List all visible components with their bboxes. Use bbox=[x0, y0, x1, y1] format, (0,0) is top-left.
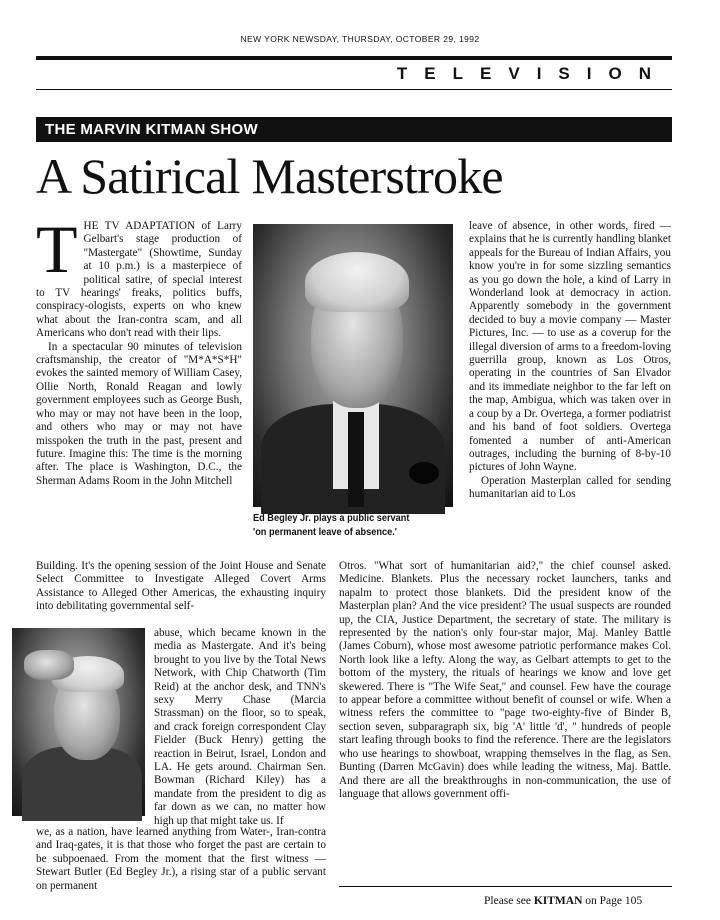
james-coburn-photo bbox=[12, 628, 145, 816]
photo-saluting-hand bbox=[24, 650, 74, 680]
dateline: NEW YORK NEWSDAY, THURSDAY, OCTOBER 29, 1992 bbox=[240, 34, 480, 44]
paragraph-humanitarian: Otros. "What sort of humanitarian aid?," the chief counsel asked. Medicine. Blankets. Plus the necessary rocket launchers, tanks and napalm to protect those blankets. Did the president know of the Masterplan plan? And the vice president? The usual suspects are rounded up, the CIA, Justice Department, the secretary of state. The military is represented by the nation's only four-star major, Maj. Manley Battle (James Coburn), whose most awesome patriotic performance makes Col. North look like a lefty. Along the way, as Gelbart attempts to get to the bottom of the mystery, the rituals of hearings we know and love get skewered. There is "The Wife Seat," and counsel. Few have the courage to appear before a committee without benefit of counsel or wife. When a witness refers the committee to "page two-eighty-five of Binder B, section seven, subparagraph six, big 'A' little 'd', " hundreds of people start leafing through books to find the reference. There are the legislators who use hearings to showboat, wrapping themselves in the flag, as Sen. Bunting (Darren McGavin) does while leading the witness, Maj. Battle. And there are all the breakthroughs in non-communication, the use of language that allows government offi- bbox=[339, 560, 671, 800]
paragraph-intro: HE TV ADAPTATION of Larry Gelbart's stage production of "Mastergate" (Showtime, Sunday at 10 p.m.) is a masterpiece of political satire, of special interest to TV hearings' freaks, politics buffs, conspiracy-ologists, experts on who knew what about the Iran-contra scam, and all Americans who don't read with their lips. bbox=[36, 220, 242, 340]
section-rule bbox=[36, 89, 672, 90]
caption-line-2: 'on permanent leave of absence.' bbox=[253, 527, 397, 538]
paragraph-witness: we, as a nation, have learned anything from Water-, Iran-contra and Iraq-gates, it is that those who forget the past are certain to be subpoenaed. From the moment that the first witness — Stewart Butler (Ed Begley Jr.), a rising star of a public servant on permanent bbox=[36, 826, 326, 892]
paragraph-tnn: abuse, which became known in the media as Mastergate. And it's being brought to you live by the Total News Network, with Chip Chatworth (Tim Reid) at the anchor desk, and TNN's sexy Merry Chase (Marcia Strassman) on the floor, so to speak, and crack foreign correspondent Clay Fielder (Buck Henry) getting the reaction in Beirut, Israel, London and LA. He gets around. Chairman Sen. Bowman (Richard Kiley) has a mandate from the president to dig as far down as we can, no matter how high up that might take us. If bbox=[154, 627, 326, 827]
continuation-note bbox=[484, 895, 642, 907]
paragraph-col3: leave of absence, in other words, fired — explains that he is currently handling blanket appeals for the Bureau of Indian Affairs, you know you're in for some sizzling semantics as you go down the hole, a kind of Larry in Wonderland look at democracy in action. Apparently somebody in the government decided to buy a movie company — Master Pictures, Inc. — to use as a coverup for the illegal diversion of arms to a freedom-loving guerrilla group, known as Los Otros, operating in the countries of San Elvador and its immediate neighbor to the far left on the map, Ambigua, which was taken over in a coup by a Dr. Overtega, a former podiatrist and his band of foot soldiers. Overtega fomented a number of anti-American outrages, including the burning of 8-by-10 pictures of John Wayne. bbox=[469, 220, 671, 474]
continuation-name: KITMAN bbox=[533, 895, 583, 907]
article-column-1-bottom bbox=[36, 826, 326, 893]
article-column-1-narrow bbox=[154, 627, 326, 828]
drop-cap: T bbox=[36, 211, 78, 287]
article-column-1-wide bbox=[36, 560, 326, 614]
paragraph-hearing: Building. It's the opening session of the Joint House and Senate Select Committee to Investigate Alleged Covert Arms Assistance to Alleged Other Americas, the exhausting inquiry into debilitating governmental self- bbox=[36, 560, 326, 613]
article-column-3-wide bbox=[339, 560, 671, 801]
article-column-1 bbox=[36, 211, 242, 488]
article-column-3 bbox=[469, 220, 671, 502]
headline: A Satirical Masterstroke bbox=[36, 148, 503, 204]
paragraph-second: In a spectacular 90 minutes of television craftsmanship, the creator of "M*A*S*H" evokes the sainted memory of William Casey, Ollie North, Ronald Reagan and lowly government employees such as George Bush, who may or may not have been in the loop, and others who may or may not have misspoken the truth in the past, present and future. Imagine this: The time is the morning after. The place is Washington, D.C., the Sherman Adams Room in the John Mitchell bbox=[36, 340, 242, 487]
continuation-prefix: Please see bbox=[484, 895, 534, 907]
column-banner: THE MARVIN KITMAN SHOW bbox=[36, 117, 672, 142]
photo-microphone bbox=[409, 462, 439, 484]
ed-begley-photo bbox=[253, 224, 453, 507]
caption-line-1: Ed Begley Jr. plays a public servant bbox=[253, 513, 410, 524]
photo-tie bbox=[348, 412, 364, 507]
footer-rule bbox=[339, 886, 672, 887]
section-label: TELEVISION bbox=[396, 64, 668, 83]
masthead-rule bbox=[36, 56, 672, 60]
photo-caption bbox=[253, 512, 442, 540]
photo-hair bbox=[305, 252, 409, 312]
continuation-suffix: on Page 105 bbox=[582, 895, 643, 907]
paragraph-masterplan: Operation Masterplan called for sending humanitarian aid to Los bbox=[469, 474, 671, 501]
